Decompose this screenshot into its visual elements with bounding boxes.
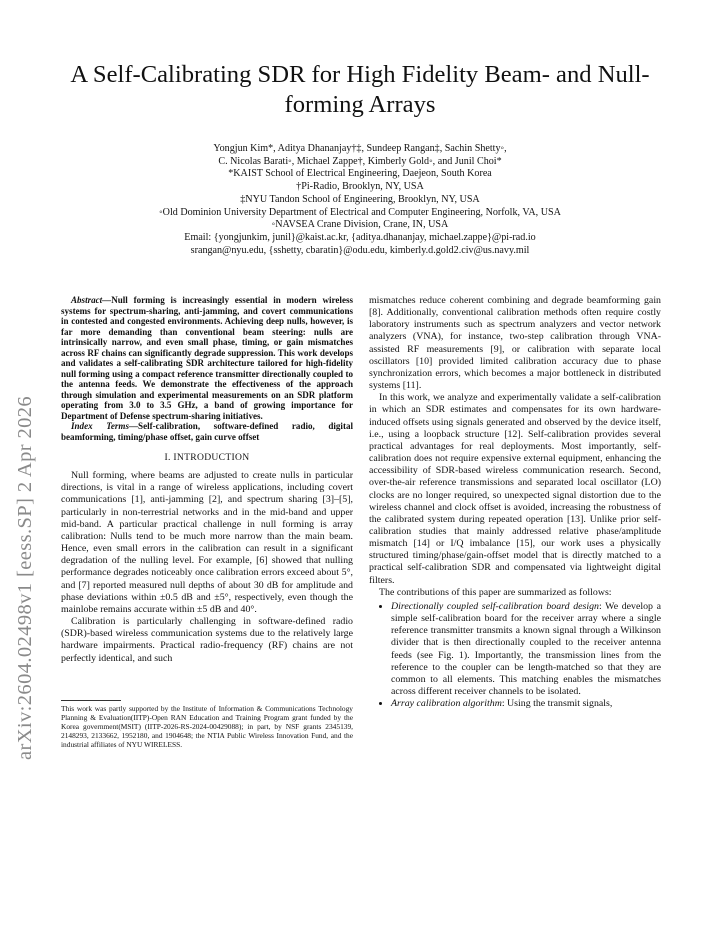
contributions-list bbox=[369, 601, 661, 710]
bullet-heading: Array calibration algorithm bbox=[391, 698, 502, 710]
left-column bbox=[61, 295, 353, 665]
bullet-text: : Using the transmit signals, bbox=[501, 698, 613, 710]
section-heading: I. INTRODUCTION bbox=[164, 452, 250, 463]
email-line: Email: {yongjunkim, junil}@kaist.ac.kr, {aditya.dhananjay, michael.zappe}@pi-rad.io bbox=[184, 231, 536, 243]
body-paragraph: In this work, we analyze and experimentally validate a self-calibration in which an SDR estimates and compensates for its own hardware-induced offsets using signals generated and observed by the device itself, i.e., using a loopback structure [12]. Self-calibration provides several practical advantages for real deployments. Most importantly, self-calibration does not require expensive external equipment, enhancing the accessibility of SDR-based wireless communication research. Second, over-the-air reference transmissions and separated local oscillator (LO) clocks are no longer required, so unexpected signal distortion due to the wireless channel and clock offset is avoided, increasing the robustness of the calibrated system during repeated operation [13]. Unlike prior self-calibration studies that mainly addressed relative phase/amplitude mismatch [14] or I/Q imbalance [15], our work uses a physically structured timing/phase/gain-offset model that is directly matched to a practical self-calibration SDR and compensated via lightweight digital filters. bbox=[369, 392, 661, 586]
footnote: This work was partly supported by the Institute of Information & Communications Technology Planning & Evaluation(IITP)-Open RAN Education and Training Program grant funded by the Korea government(MSIT) (IITP-2026-RS-2024-00429088); in part, by NSF grants 2345139, 2148293, 2133662, 1952180, and 1904648; the NTIA Public Wireless Innovation Fund, and the industrial affiliates of NYU WIRELESS. bbox=[61, 704, 353, 749]
list-item bbox=[391, 698, 661, 710]
affiliation-line: *KAIST School of Electrical Engineering, Daejeon, South Korea bbox=[228, 168, 492, 180]
abstract bbox=[61, 295, 353, 421]
right-column bbox=[369, 295, 661, 710]
bullet-heading: Directionally coupled self-calibration board design bbox=[391, 600, 599, 612]
index-terms-label: Index Terms bbox=[71, 421, 129, 431]
affiliation-line: ◦Old Dominion University Department of Electrical and Computer Engineering, Norfolk, VA, USA bbox=[159, 206, 561, 218]
body-paragraph: Null forming, where beams are adjusted to create nulls in particular directions, is vital in a range of wireless applications, including covert communications [1], anti-jamming [2], and spectrum sharing [3]–[5], particularly in non-terrestrial networks and in the mid-band and upper mid-band. A particular practical challenge in null forming is array calibration: Nulls tend to be much more narrow than the main beam. Hence, even small errors in the calibration can result in a significant degradation of the nulling level. For example, [6] showed that nulling performance degrades noticeably once calibration errors exceed about 5°, and [7] reported measured null depths of about 30 dB for amplitude and phase deviations within ±0.5 dB and ±5°, respectively, even though the mainlobe remains accurate within ±5 dB and 40°. bbox=[61, 470, 353, 615]
bullet-text: : We develop a simple self-calibration board for the receiver array where a single reference transmitter transmits a known signal through a Wilkinson divider that is then directionally coupled to the receiver antenna feeds (see Fig. 1). Importantly, the transmission lines from the reference to the coupler can be length-matched so that they are common to all elements. This matching enables the mismatches across different receiver channels to be isolated. bbox=[391, 600, 661, 697]
body-paragraph: Calibration is particularly challenging in software-defined radio (SDR)-based wireless communication systems due to the relatively large hardware impairments. Practical radio-frequency (RF) chains are not perfectly identical, and such bbox=[61, 616, 353, 664]
paper-title: A Self-Calibrating SDR for High Fidelity Beam- and Null-forming Arrays bbox=[70, 61, 650, 118]
affiliation-line: ◦NAVSEA Crane Division, Crane, IN, USA bbox=[271, 219, 449, 231]
footnote-rule bbox=[61, 700, 121, 701]
index-terms bbox=[61, 421, 353, 442]
list-item bbox=[391, 601, 661, 698]
affiliation-line: †Pi-Radio, Brooklyn, NY, USA bbox=[296, 181, 424, 193]
body-paragraph: mismatches reduce coherent combining and degrade beamforming gain [8]. Additionally, conventional calibration methods often require costly laboratory instruments such as spectrum analyzers and vector network analyzers (VNA), for instance, two-step calibration through VNA-assisted RF measurements [9], or calibration with separate local oscillators [10] provided limited calibration accuracy due to phase synchronization errors, which becomes a major bottleneck in distributed systems [11]. bbox=[369, 295, 661, 392]
affiliation-line: ‡NYU Tandon School of Engineering, Brooklyn, NY, USA bbox=[240, 193, 480, 205]
author-line: C. Nicolas Barati◦, Michael Zappe†, Kimberly Gold◦, and Junil Choi* bbox=[218, 155, 502, 167]
author-block bbox=[60, 143, 660, 257]
abstract-label: Abstract— bbox=[71, 295, 112, 305]
index-terms-text: —Self-calibration, software-defined radio, digital beamforming, timing/phase offset, gain curve offset bbox=[61, 421, 353, 442]
body-paragraph: The contributions of this paper are summarized as follows: bbox=[379, 586, 612, 598]
arxiv-identifier: arXiv:2604.02498v1 [eess.SP] 2 Apr 2026 bbox=[14, 395, 36, 760]
author-line: Yongjun Kim*, Aditya Dhananjay†‡, Sundeep Rangan‡, Sachin Shetty◦, bbox=[213, 143, 507, 154]
abstract-text: Null forming is increasingly essential in modern wireless systems for spectrum-sharing, anti-jamming, and covert communications in contested and congested environments. Achieving deep nulls, however, is far more demanding than conventional beam steering: nulls are intrinsically narrow, and even small phase, timing, or gain mismatches across RF chains can significantly degrade suppression. This work develops and validates a self-calibrating SDR architecture tailored for high-fidelity null forming using a compact reference transmitter directionally coupled to the antenna feeds. We demonstrate the effectiveness of the approach through simulation and experimental measurements on an SDR platform operating from 3.0 to 3.5 GHz, a band of growing importance for Department of Defense spectrum-sharing initiatives. bbox=[61, 295, 353, 421]
email-line: srangan@nyu.edu, {sshetty, cbaratin}@odu.edu, kimberly.d.gold2.civ@us.navy.mil bbox=[190, 244, 530, 256]
